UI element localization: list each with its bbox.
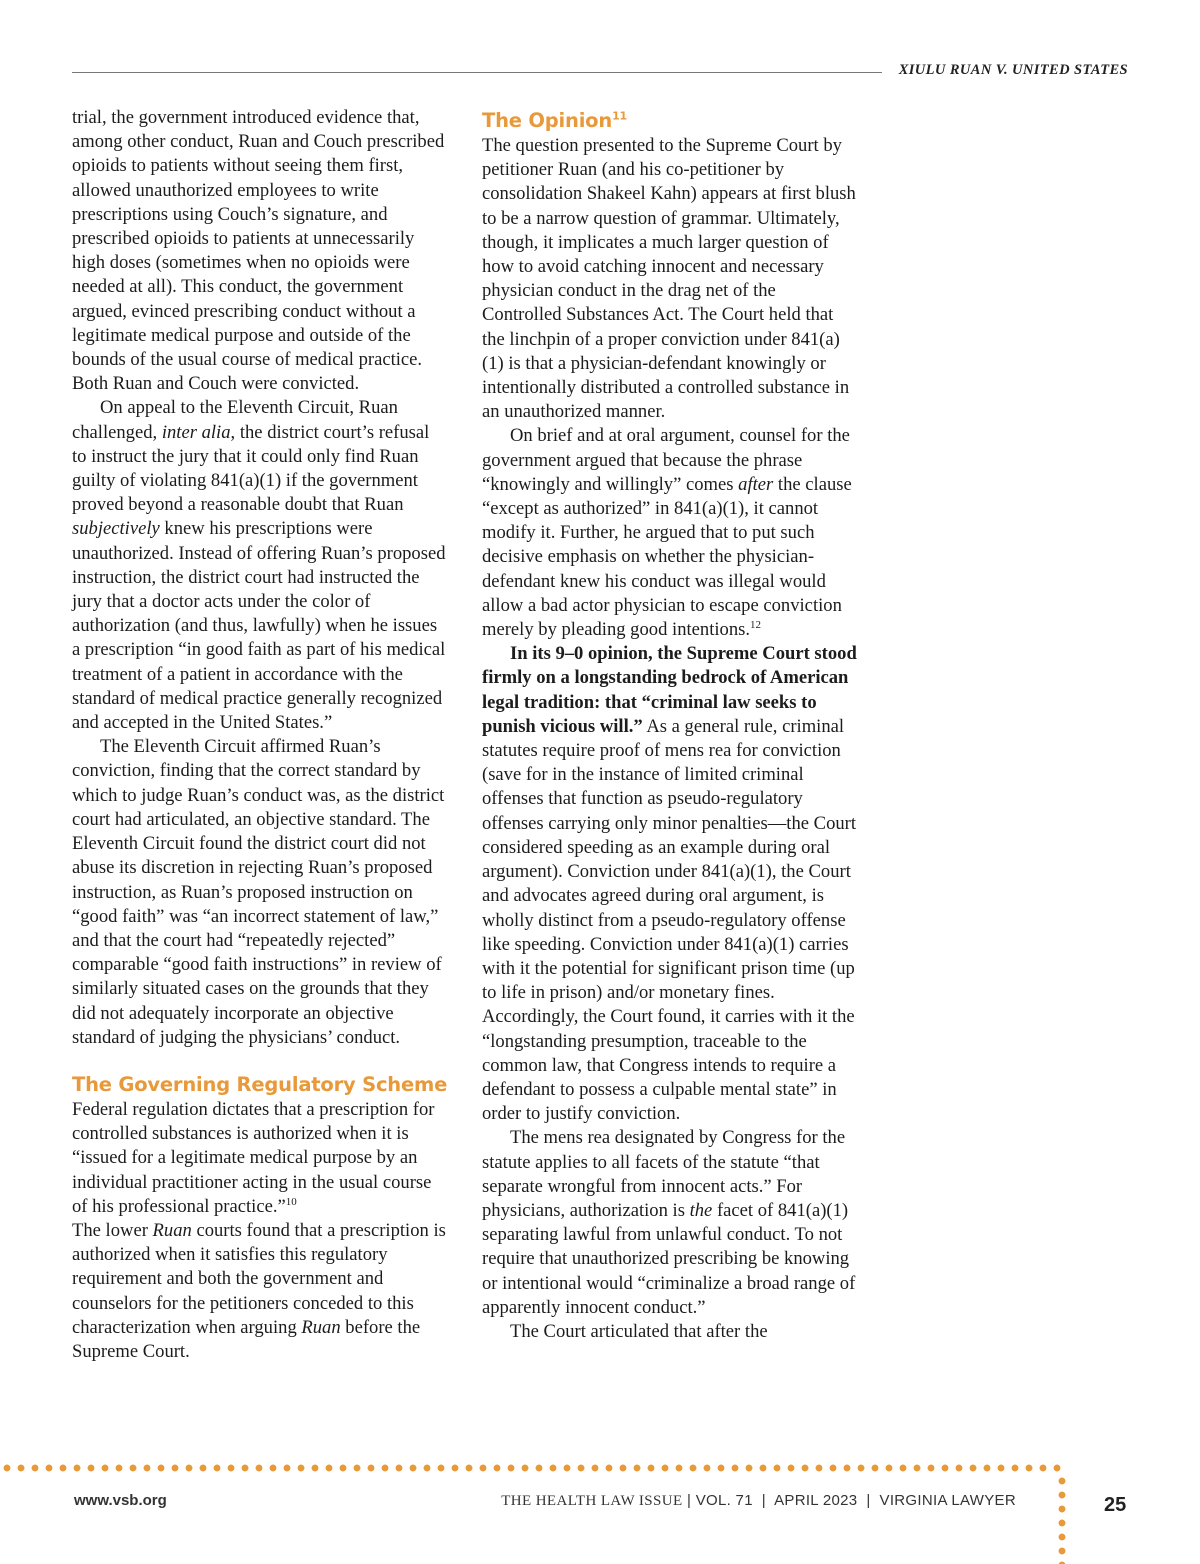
paragraph: On appeal to the Eleventh Circuit, Ruan challenged, inter alia, the district court’s refusal to instruct the jury that it could only find Ruan guilty of violating 841(a)(1) if the government proved beyond a reasonable doubt that Ruan subjectively knew his prescriptions were unauthorized. Instead of offering Ruan’s proposed instruction, the district court had instructed the jury that a doctor acts under the color of authorization (and thus, lawfully) when he issues a prescription “in good faith as part of his medical treatment of a patient in accordance with the standard of medical practice generally recognized and accepted in the United States.” — [72, 397, 446, 734]
left-column — [72, 106, 448, 1364]
right-column — [482, 106, 858, 1344]
footer-separator: | — [866, 1492, 871, 1509]
section-heading-opinion: The Opinion$^{11}$ — [482, 109, 627, 132]
paragraph: On brief and at oral argument, counsel for the government argued that because the phrase “knowingly and willingly” comes after the clause “except as authorized” in 841(a)(1), it cannot modify it. Further, he argued that to put such decisive emphasis on whether the physician-defendant knew his conduct was illegal would allow a bad actor physician to escape conviction merely by pleading good intentions.$^{12}$ — [482, 425, 852, 641]
footer-url: www.vsb.org — [74, 1492, 167, 1509]
footnote-ref: 11 — [612, 109, 627, 123]
paragraph: The mens rea designated by Congress for the statute applies to all facets of the statute “that separate wrongful from innocent acts.” For physicians, authorization is the facet of 841(a)(1) separating lawful from unlawful conduct. To not require that unauthorized prescribing be knowing or intentional would “criminalize a broad range of apparently innocent conduct.” — [482, 1127, 856, 1318]
dotted-border-horizontal — [0, 1462, 1066, 1474]
footer-issue-line — [501, 1492, 1016, 1510]
footer-publication: THE HEALTH LAW ISSUE — [501, 1493, 683, 1509]
footer-magazine: VIRGINIA LAWYER — [879, 1492, 1016, 1509]
paragraph: The Eleventh Circuit affirmed Ruan’s conviction, finding that the correct standard by which to judge Ruan’s conduct was, as the district court had articulated, an objective standard. The Eleventh Circuit found the district court did not abuse its discretion in rejecting Ruan’s proposed instruction, as Ruan’s proposed instruction on “good faith” was “an incorrect statement of law,” and that the court had “repeatedly rejected” comparable “good faith instructions” in review of similarly situated cases on the grounds that they did not adequately incorporate an objective standard of judging the physicians’ conduct. — [72, 736, 445, 1048]
footer-separator: | — [687, 1492, 692, 1509]
paragraph: The lower Ruan courts found that a prescription is authorized when it satisfies this regulatory requirement and both the government and counselors for the petitioners conceded to this characterization when arguing Ruan before the Supreme Court. — [72, 1219, 446, 1362]
header-rule — [72, 72, 882, 73]
paragraph: The Court articulated that after the — [510, 1320, 768, 1342]
paragraph: trial, the government introduced evidence that, among other conduct, Ruan and Couch prescribed opioids to patients without seeing them first, allowed unauthorized employees to write prescriptions using Couch’s signature, and prescribed opioids to patients at unnecessarily high doses (sometimes when no opioids were needed at all). This conduct, the government argued, evinced prescribing conduct without a legitimate medical purpose and outside of the bounds of the usual course of medical practice. Both Ruan and Couch were convicted. — [72, 107, 445, 395]
footnote-ref: 12 — [750, 618, 762, 631]
footer-volume: VOL. 71 — [695, 1492, 753, 1509]
footer-date: APRIL 2023 — [774, 1492, 858, 1509]
footer-separator: | — [761, 1492, 766, 1509]
page-number: 25 — [1104, 1494, 1127, 1516]
section-heading-regulatory-scheme: The Governing Regulatory Scheme — [72, 1072, 448, 1096]
paragraph: Federal regulation dictates that a prescription for controlled substances is authorized when it is “issued for a legitimate medical purpose by an individual practitioner acting in the usual course of his professional practice.”$^{10}$ — [72, 1098, 435, 1217]
dotted-border-vertical — [1056, 1474, 1068, 1564]
paragraph: The question presented to the Supreme Court by petitioner Ruan (and his co-petitioner by consolidation Shakeel Kahn) appears at first blush to be a narrow question of grammar. Ultimately, though, it implicates a much larger question of how to avoid catching innocent and necessary physician conduct in the drag net of the Controlled Substances Act. The Court held that the linchpin of a proper conviction under 841(a)(1) is that a physician-defendant knowingly or intentionally distributed a controlled substance in an unauthorized manner. — [482, 135, 856, 423]
footnote-ref: 10 — [285, 1195, 297, 1208]
running-header-title: XIULU RUAN V. UNITED STATES — [898, 62, 1128, 78]
paragraph: In its 9–0 opinion, the Supreme Court stood firmly on a longstanding bedrock of American legal tradition: that “criminal law seeks to punish vicious will.” As a general rule, criminal statutes require proof of mens rea for conviction (save for in the instance of limited criminal offenses that function as pseudo-regulatory offenses carrying only minor penalties—the Court considered speeding as an example during oral argument). Conviction under 841(a)(1), the Court and advocates agreed during oral argument, is wholly distinct from a pseudo-regulatory offense like speeding. Conviction under 841(a)(1) carries with it the potential for significant prison time (up to life in prison) and/or monetary fines. Accordingly, the Court found, it carries with it the “longstanding presumption, traceable to the common law, that Congress intends to require a defendant to possess a culpable mental state” in order to justify conviction. — [482, 643, 857, 1125]
